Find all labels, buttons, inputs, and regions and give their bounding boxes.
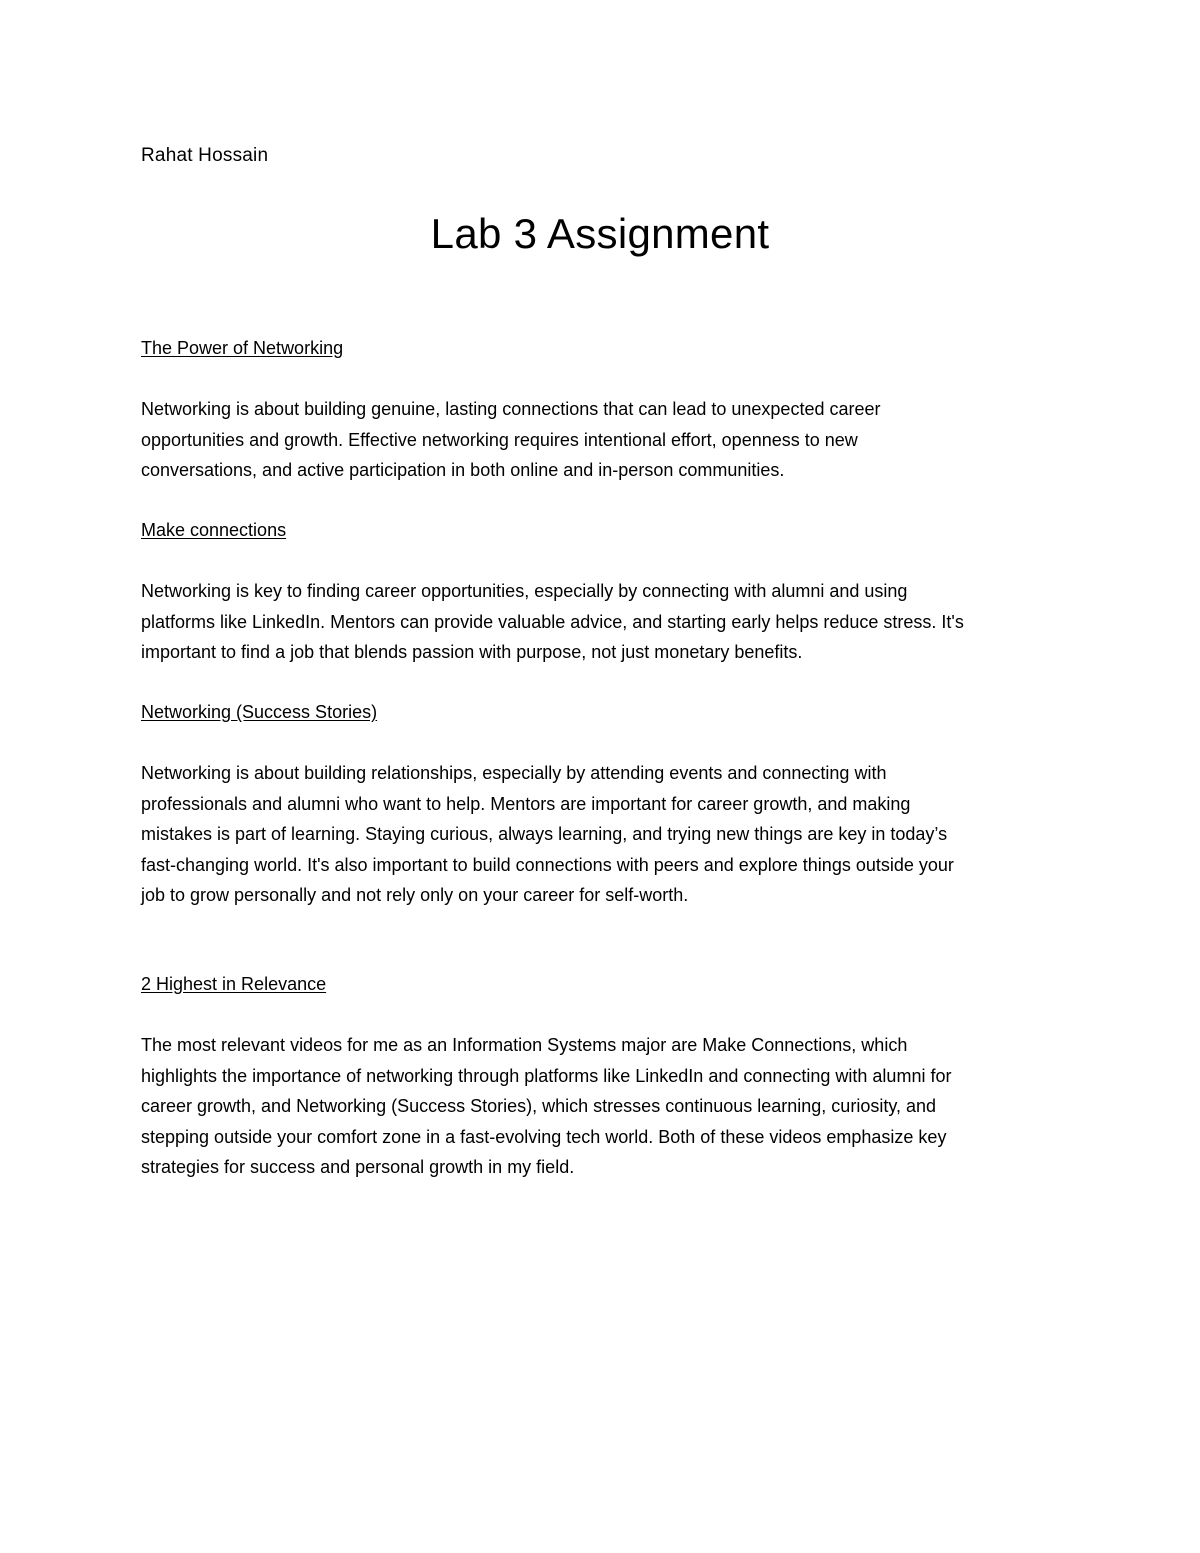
paragraph-line: stepping outside your comfort zone in a fast-evolving tech world. Both of these videos emphasize key <box>141 1126 947 1147</box>
author-name: Rahat Hossain <box>141 145 269 166</box>
paragraph-line: mistakes is part of learning. Staying curious, always learning, and trying new things are key in today’s <box>141 824 948 844</box>
paragraph-line: important to find a job that blends passion with purpose, not just monetary benefits. <box>141 642 803 662</box>
paragraph-line: Networking is about building genuine, lasting connections that can lead to unexpected career <box>141 399 881 419</box>
paragraph-line: job to grow personally and not rely only on your career for self-worth. <box>141 885 689 905</box>
paragraph-line: opportunities and growth. Effective networking requires intentional effort, openness to new <box>141 429 858 450</box>
paragraph-line: platforms like LinkedIn. Mentors can provide valuable advice, and starting early helps reduce stress. It's <box>141 611 964 632</box>
paragraph-line: professionals and alumni who want to help. Mentors are important for career growth, and making <box>141 793 911 814</box>
paragraph-line: Networking is about building relationships, especially by attending events and connecting with <box>141 763 887 783</box>
section-heading-power-of-networking: The Power of Networking <box>141 338 344 358</box>
paragraph-line: Networking is key to finding career opportunities, especially by connecting with alumni and using <box>141 581 908 601</box>
paragraph-line: The most relevant videos for me as an Information Systems major are Make Connections, which <box>141 1035 908 1055</box>
section-heading-make-connections: Make connections <box>141 520 287 540</box>
paragraph-line: career growth, and Networking (Success Stories), which stresses continuous learning, curiosity, and <box>141 1096 937 1116</box>
paragraph-line: highlights the importance of networking through platforms like LinkedIn and connecting with alumni for <box>141 1065 952 1086</box>
paragraph-line: strategies for success and personal growth in my field. <box>141 1157 575 1177</box>
paragraph-line: conversations, and active participation in both online and in-person communities. <box>141 460 785 480</box>
section-heading-success-stories: Networking (Success Stories) <box>141 702 378 722</box>
document-title: Lab 3 Assignment <box>430 210 770 257</box>
section-paragraph-success-stories <box>141 758 1061 911</box>
section-paragraph-highest-in-relevance <box>141 1030 1061 1183</box>
section-paragraph-make-connections <box>141 576 1061 668</box>
paragraph-line: fast-changing world. It's also important to build connections with peers and explore things outside your <box>141 854 954 875</box>
section-paragraph-power-of-networking <box>141 394 1061 486</box>
section-heading-highest-in-relevance: 2 Highest in Relevance <box>141 974 327 994</box>
